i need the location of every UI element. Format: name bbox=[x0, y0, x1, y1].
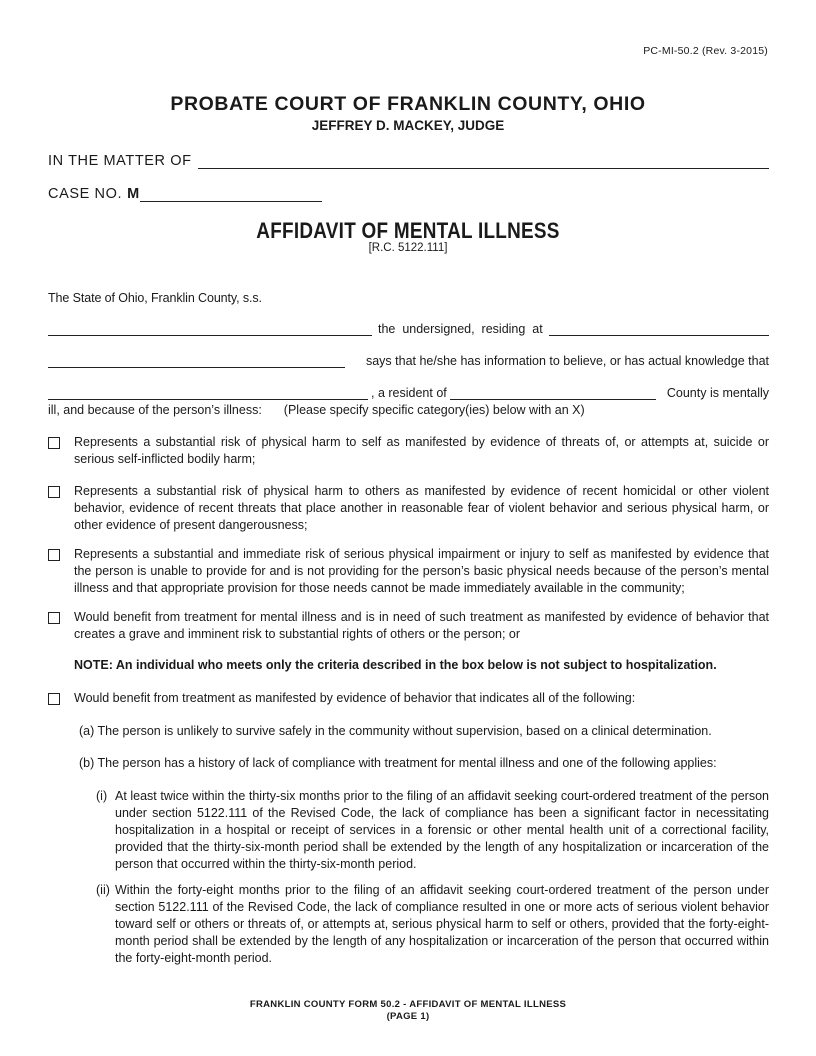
criterion-2 bbox=[48, 483, 769, 534]
statute-reference: [R.C. 5122.111] bbox=[368, 242, 448, 254]
sub-criterion-b-ii bbox=[96, 882, 769, 967]
criterion-5 bbox=[48, 690, 769, 707]
criterion-5-text: Would benefit from treatment as manifested by evidence of behavior that indicates all of the following: bbox=[74, 691, 636, 705]
sub-criterion-b-ii-label: (ii) bbox=[96, 883, 110, 897]
criterion-3-checkbox[interactable] bbox=[48, 549, 60, 561]
resident-of-text: , a resident of bbox=[371, 386, 447, 400]
affiant-residence-field[interactable] bbox=[549, 323, 769, 336]
case-number-row bbox=[48, 186, 322, 202]
county-field[interactable] bbox=[450, 387, 656, 400]
criterion-3-text: Represents a substantial and immediate risk of serious physical impairment or injury to self as manifested by evidence that the person is unable to provide for and is not providing for the person’s basic physical needs because of the person’s mental illness and that appropriate provision for those needs cannot be made immediately available in the community; bbox=[74, 547, 769, 595]
criterion-3 bbox=[48, 546, 769, 597]
instruction-text: (Please specify specific category(ies) below with an X) bbox=[283, 403, 585, 417]
undersigned-text: the undersigned, residing at bbox=[378, 322, 543, 336]
sub-criterion-b-i-label: (i) bbox=[96, 789, 108, 803]
criterion-1-checkbox[interactable] bbox=[48, 437, 60, 449]
form-id: PC-MI-50.2 (Rev. 3-2015) bbox=[643, 45, 768, 57]
matter-of-field[interactable] bbox=[198, 154, 769, 169]
sub-criterion-b-i-text: At least twice within the thirty-six months prior to the filing of an affidavit seeking court-ordered treatment of the person under section 5122.111 of the Revised Code, the lack of compliance has been a significant factor in necessitating hospitalization in a hospital or receipt of services in a forensic or other mental health unit of a correctional facility, provided that the thirty-six-month period shall be extended by the length of any hospitalization or incarceration of the person that occurred within the thirty-six-month period. bbox=[115, 789, 769, 871]
criterion-1 bbox=[48, 434, 769, 468]
footer-page-number: (PAGE 1) bbox=[386, 1011, 430, 1022]
case-number-label: CASE NO. bbox=[48, 186, 123, 202]
county-text: County is mentally bbox=[666, 386, 769, 400]
sub-criterion-a: (a) The person is unlikely to survive safely in the community without supervision, based on a clinical determination. bbox=[79, 724, 712, 738]
venue-statement: The State of Ohio, Franklin County, s.s. bbox=[48, 291, 262, 305]
affiant-residence-cont-field[interactable] bbox=[48, 355, 345, 368]
criterion-4-checkbox[interactable] bbox=[48, 612, 60, 624]
knowledge-row bbox=[48, 354, 769, 368]
sub-criterion-b-ii-text: Within the forty-eight months prior to the filing of an affidavit seeking court-ordered treatment of the person under section 5122.111 of the Revised Code, the lack of compliance resulted in one or more acts of serious violent behavior toward self or others or threats of, or attempts at, serious physical harm to self or others, provided that the forty-eight-month period shall be extended by the length of any hospitalization or incarceration of the person that occurred within the forty-eight-month period. bbox=[115, 883, 769, 965]
criterion-4 bbox=[48, 609, 769, 643]
document-title: AFFIDAVIT OF MENTAL ILLNESS bbox=[256, 218, 560, 243]
page-footer bbox=[0, 999, 816, 1023]
affiant-name-field[interactable] bbox=[48, 323, 372, 336]
criterion-2-checkbox[interactable] bbox=[48, 486, 60, 498]
criterion-1-text: Represents a substantial risk of physical harm to self as manifested by evidence of threats of, or attempts at, suicide or serious self-inflicted bodily harm; bbox=[74, 435, 769, 466]
case-number-prefix: M bbox=[127, 186, 140, 202]
matter-of-label: IN THE MATTER OF bbox=[48, 153, 192, 169]
footer-form-title: FRANKLIN COUNTY FORM 50.2 - AFFIDAVIT OF MENTAL ILLNESS bbox=[249, 999, 567, 1010]
affiant-row bbox=[48, 322, 769, 336]
illness-text: ill, and because of the person’s illness: bbox=[48, 403, 262, 417]
subject-row bbox=[48, 386, 769, 400]
criterion-4-text: Would benefit from treatment for mental illness and is in need of such treatment as manifested by evidence of behavior that creates a grave and imminent risk to substantial rights of others or the person; or bbox=[74, 610, 769, 641]
matter-of-row bbox=[48, 153, 769, 169]
criterion-5-checkbox[interactable] bbox=[48, 693, 60, 705]
sub-criterion-b-i bbox=[96, 788, 769, 873]
judge-name: JEFFREY D. MACKEY, JUDGE bbox=[311, 118, 505, 133]
court-title: PROBATE COURT OF FRANKLIN COUNTY, OHIO bbox=[170, 93, 646, 115]
hospitalization-note: NOTE: An individual who meets only the criteria described in the box below is not subject to hospitalization. bbox=[74, 658, 717, 672]
subject-name-field[interactable] bbox=[48, 387, 368, 400]
illness-line bbox=[48, 403, 585, 417]
case-number-field[interactable] bbox=[140, 187, 322, 202]
sub-criterion-b: (b) The person has a history of lack of compliance with treatment for mental illness and one of the following applies: bbox=[79, 756, 717, 770]
says-text: says that he/she has information to believe, or has actual knowledge that bbox=[365, 354, 769, 368]
criterion-2-text: Represents a substantial risk of physical harm to others as manifested by evidence of recent homicidal or other violent behavior, evidence of recent threats that place another in reasonable fear of violent behavior and serious physical harm, or other evidence of present dangerousness; bbox=[74, 484, 769, 532]
